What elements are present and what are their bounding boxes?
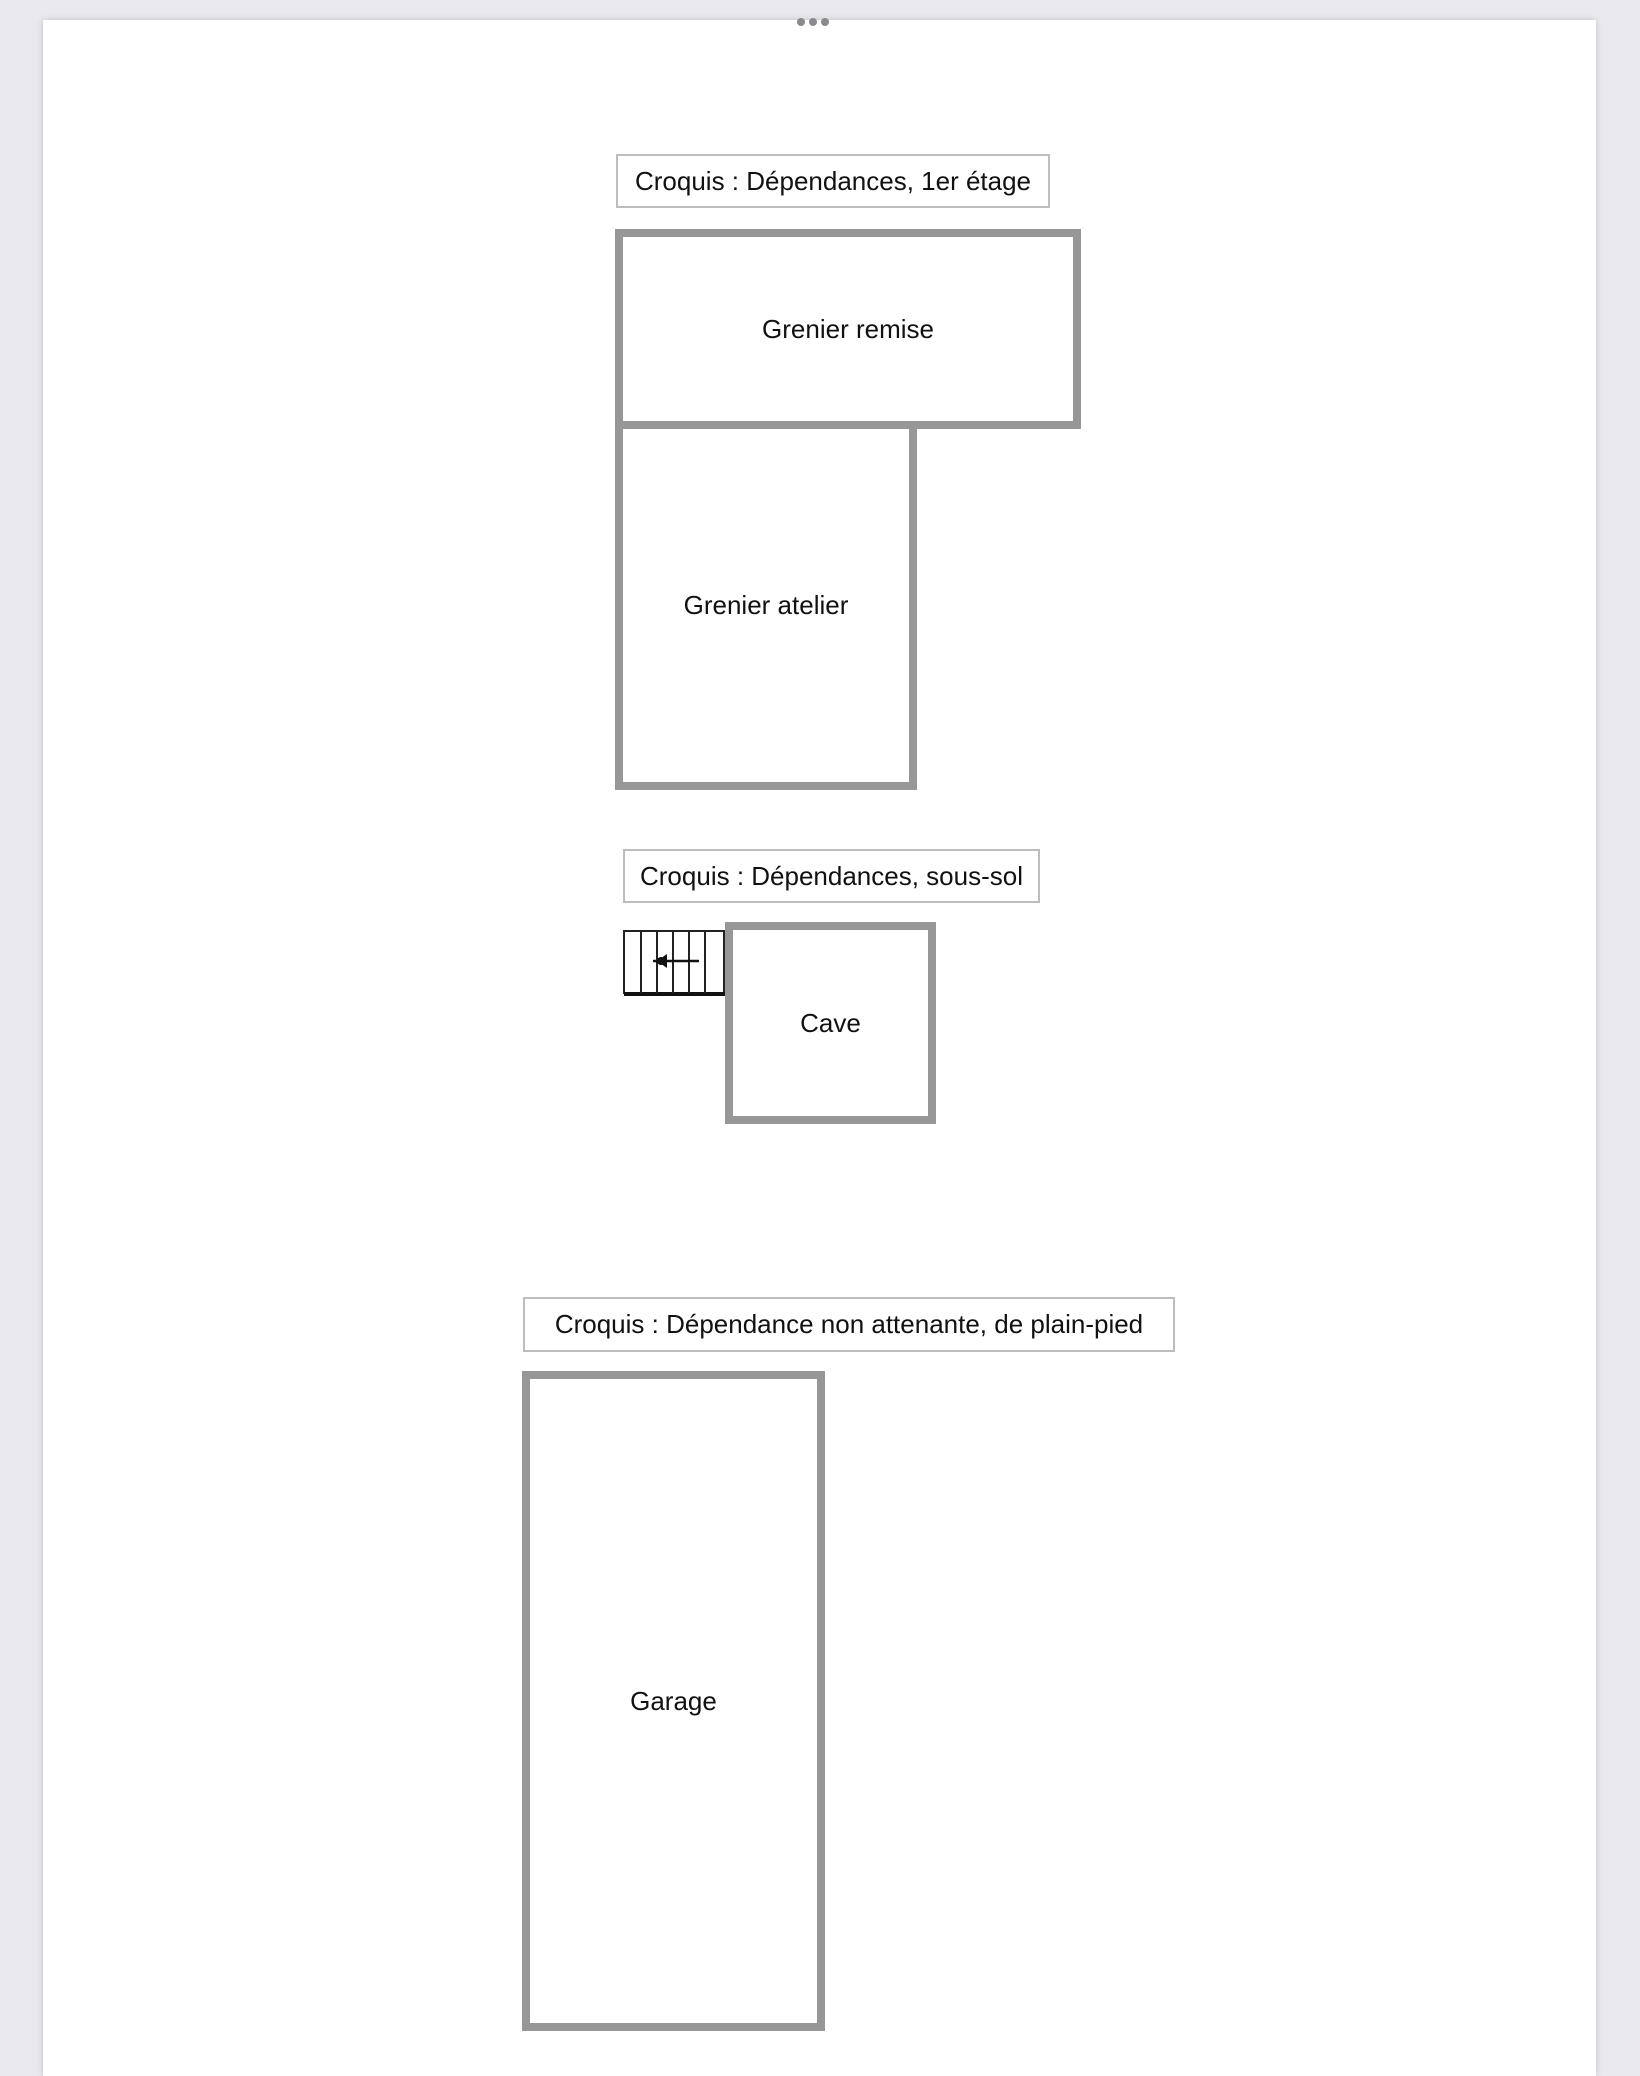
dot: [821, 18, 829, 26]
room-label: Grenier remise: [762, 313, 934, 344]
room-label: Grenier atelier: [683, 590, 849, 620]
room-grenier-atelier: [615, 421, 917, 790]
room-label: Garage: [630, 1685, 717, 1716]
drag-handle-icon[interactable]: [797, 17, 829, 27]
staircase-icon: [623, 930, 727, 1000]
room-grenier-remise: [615, 229, 1081, 429]
room-label: Cave: [800, 1007, 861, 1038]
sketch-caption-ground-floor: Croquis : Dépendance non attenante, de plain-pied: [523, 1297, 1175, 1352]
sketch-caption-first-floor: Croquis : Dépendances, 1er étage: [616, 154, 1050, 208]
dot: [809, 18, 817, 26]
room-cave: [725, 922, 936, 1124]
sketch-caption-basement: Croquis : Dépendances, sous-sol: [623, 849, 1040, 903]
dot: [797, 18, 805, 26]
room-garage: [522, 1371, 825, 2031]
